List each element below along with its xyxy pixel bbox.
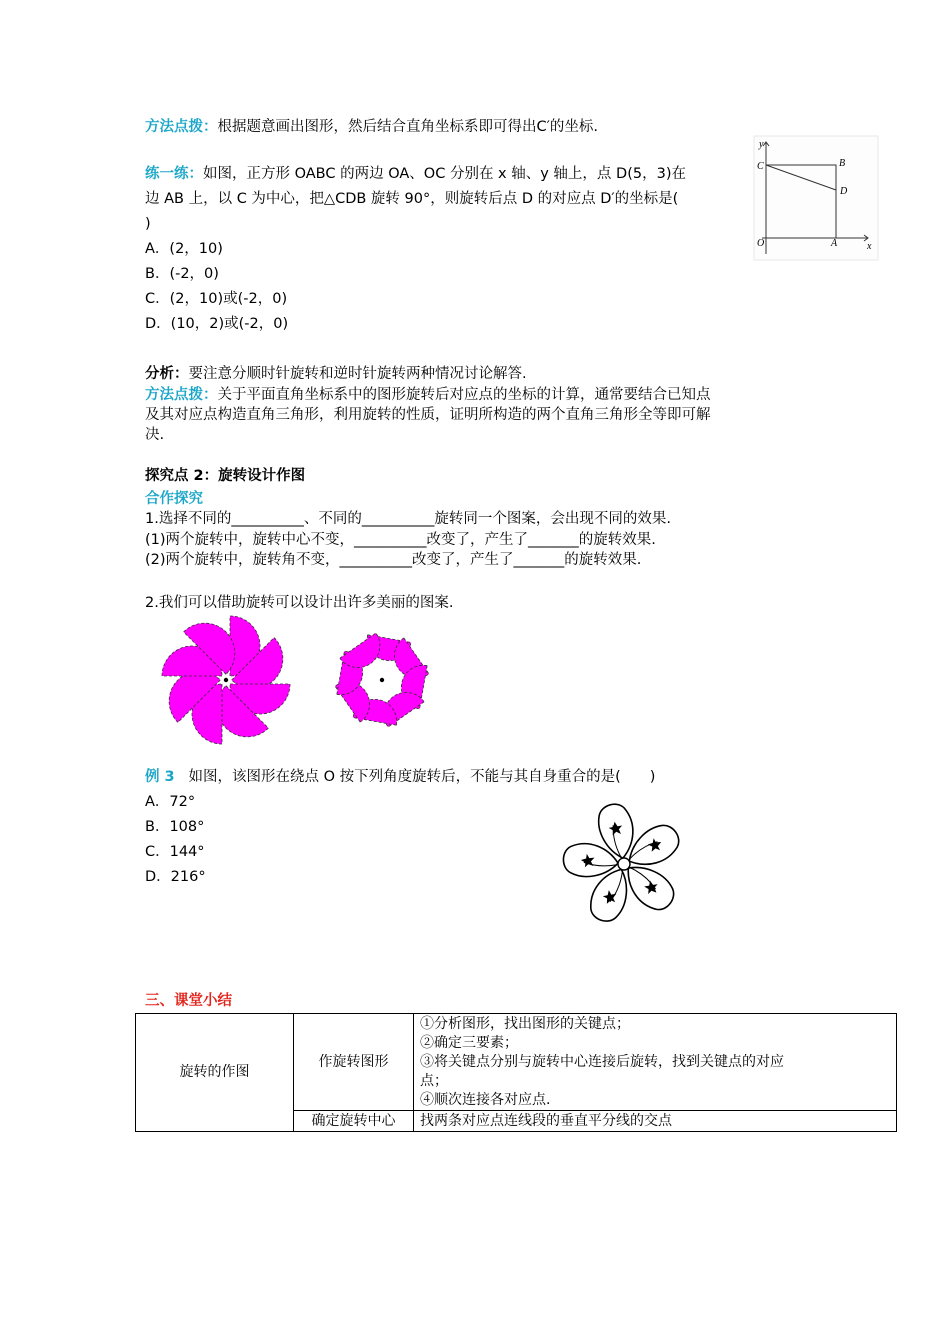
explore-q1a: (1)两个旋转中，旋转中心不变，__________改变了，产生了_______的旋转效果. bbox=[145, 532, 656, 548]
label-a: A bbox=[831, 238, 838, 249]
explore-q2: 2.我们可以借助旋转可以设计出许多美丽的图案. bbox=[145, 595, 454, 611]
summary-table bbox=[135, 1013, 897, 1132]
explore2-heading: 探究点 2：旋转设计作图 bbox=[145, 468, 306, 484]
practice-label: 练一练： bbox=[145, 166, 203, 182]
practice-text-1: 如图，正方形 OABC 的两边 OA、OC 分别在 x 轴、y 轴上，点 D(5，3)在 bbox=[203, 166, 686, 182]
step-2: ②确定三要素； bbox=[420, 1034, 518, 1051]
flower-center bbox=[618, 858, 630, 870]
row2-label: 确定旋转中心 bbox=[294, 1111, 414, 1132]
analysis-text: 要注意分顺时针旋转和逆时针旋转两种情况讨论解答. bbox=[188, 366, 527, 382]
example3-option-d: D．216° bbox=[145, 869, 206, 885]
label-c: C bbox=[757, 161, 764, 172]
label-y: y bbox=[759, 139, 764, 150]
pinwheel-center bbox=[224, 678, 228, 682]
ring-pattern bbox=[312, 612, 457, 752]
explore-q1b: (2)两个旋转中，旋转角不变，__________改变了，产生了_______的旋转效果. bbox=[145, 552, 642, 568]
example3-text: 如图，该图形在绕点 O 按下列角度旋转后，不能与其自身重合的是( ) bbox=[188, 769, 656, 785]
method2-line-2: 及其对应点构造直角三角形，利用旋转的性质，证明所构造的两个直角三角形全等即可解 bbox=[145, 407, 711, 423]
summary-col1: 旋转的作图 bbox=[136, 1014, 294, 1132]
method2-line-1 bbox=[145, 385, 711, 405]
method2-line-3: 决. bbox=[145, 427, 165, 443]
step-3: ③将关键点分别与旋转中心连接后旋转，找到关键点的对应 bbox=[420, 1053, 784, 1070]
step-3-cont: 点； bbox=[420, 1072, 448, 1089]
method-line bbox=[145, 117, 598, 137]
example3-option-b: B．108° bbox=[145, 819, 205, 835]
analysis-label: 分析： bbox=[145, 366, 189, 382]
explore-q1: 1.选择不同的__________、不同的__________旋转同一个图案，会出现不同的效果. bbox=[145, 511, 671, 527]
method2-text-1: 关于平面直角坐标系中的图形旋转后对应点的坐标的计算，通常要结合已知点 bbox=[217, 387, 711, 403]
example3-option-c: C．144° bbox=[145, 844, 205, 860]
example3-line bbox=[145, 767, 655, 787]
summary-heading: 三、课堂小结 bbox=[145, 993, 232, 1009]
method-text: 根据题意画出图形，然后结合直角坐标系即可得出C′的坐标. bbox=[217, 119, 599, 135]
label-d: D bbox=[840, 186, 848, 197]
row1-steps bbox=[414, 1014, 897, 1111]
label-o: O bbox=[757, 238, 765, 249]
practice-line-1 bbox=[145, 164, 686, 184]
example3-label: 例 3 bbox=[145, 769, 175, 785]
row1-label: 作旋转图形 bbox=[294, 1014, 414, 1111]
step-4: ④顺次连接各对应点. bbox=[420, 1091, 551, 1108]
figure-frame bbox=[754, 136, 878, 260]
label-x: x bbox=[867, 241, 872, 252]
square-figure bbox=[752, 134, 880, 262]
practice-line-3: ) bbox=[145, 216, 151, 232]
practice-option-b: B．(-2，0) bbox=[145, 266, 219, 282]
example3-option-a: A．72° bbox=[145, 794, 196, 810]
practice-option-a: A．(2，10) bbox=[145, 241, 223, 257]
practice-option-d: D．(10，2)或(-2，0) bbox=[145, 316, 289, 332]
method-label: 方法点拨： bbox=[145, 119, 218, 135]
coop-heading: 合作探究 bbox=[145, 491, 203, 507]
method2-label: 方法点拨： bbox=[145, 387, 218, 403]
practice-option-c: C．(2，10)或(-2，0) bbox=[145, 291, 288, 307]
flower-figure bbox=[552, 798, 692, 933]
label-b: B bbox=[839, 158, 846, 169]
row2-text: 找两条对应点连线段的垂直平分线的交点 bbox=[414, 1111, 897, 1132]
pinwheel-pattern bbox=[140, 612, 315, 752]
analysis-line bbox=[145, 364, 527, 384]
practice-line-2: 边 AB 上，以 C 为中心，把△CDB 旋转 90°，则旋转后点 D 的对应点 D′的坐标是( bbox=[145, 191, 679, 207]
ring-center bbox=[380, 678, 384, 682]
step-1: ①分析图形，找出图形的关键点； bbox=[420, 1015, 630, 1032]
